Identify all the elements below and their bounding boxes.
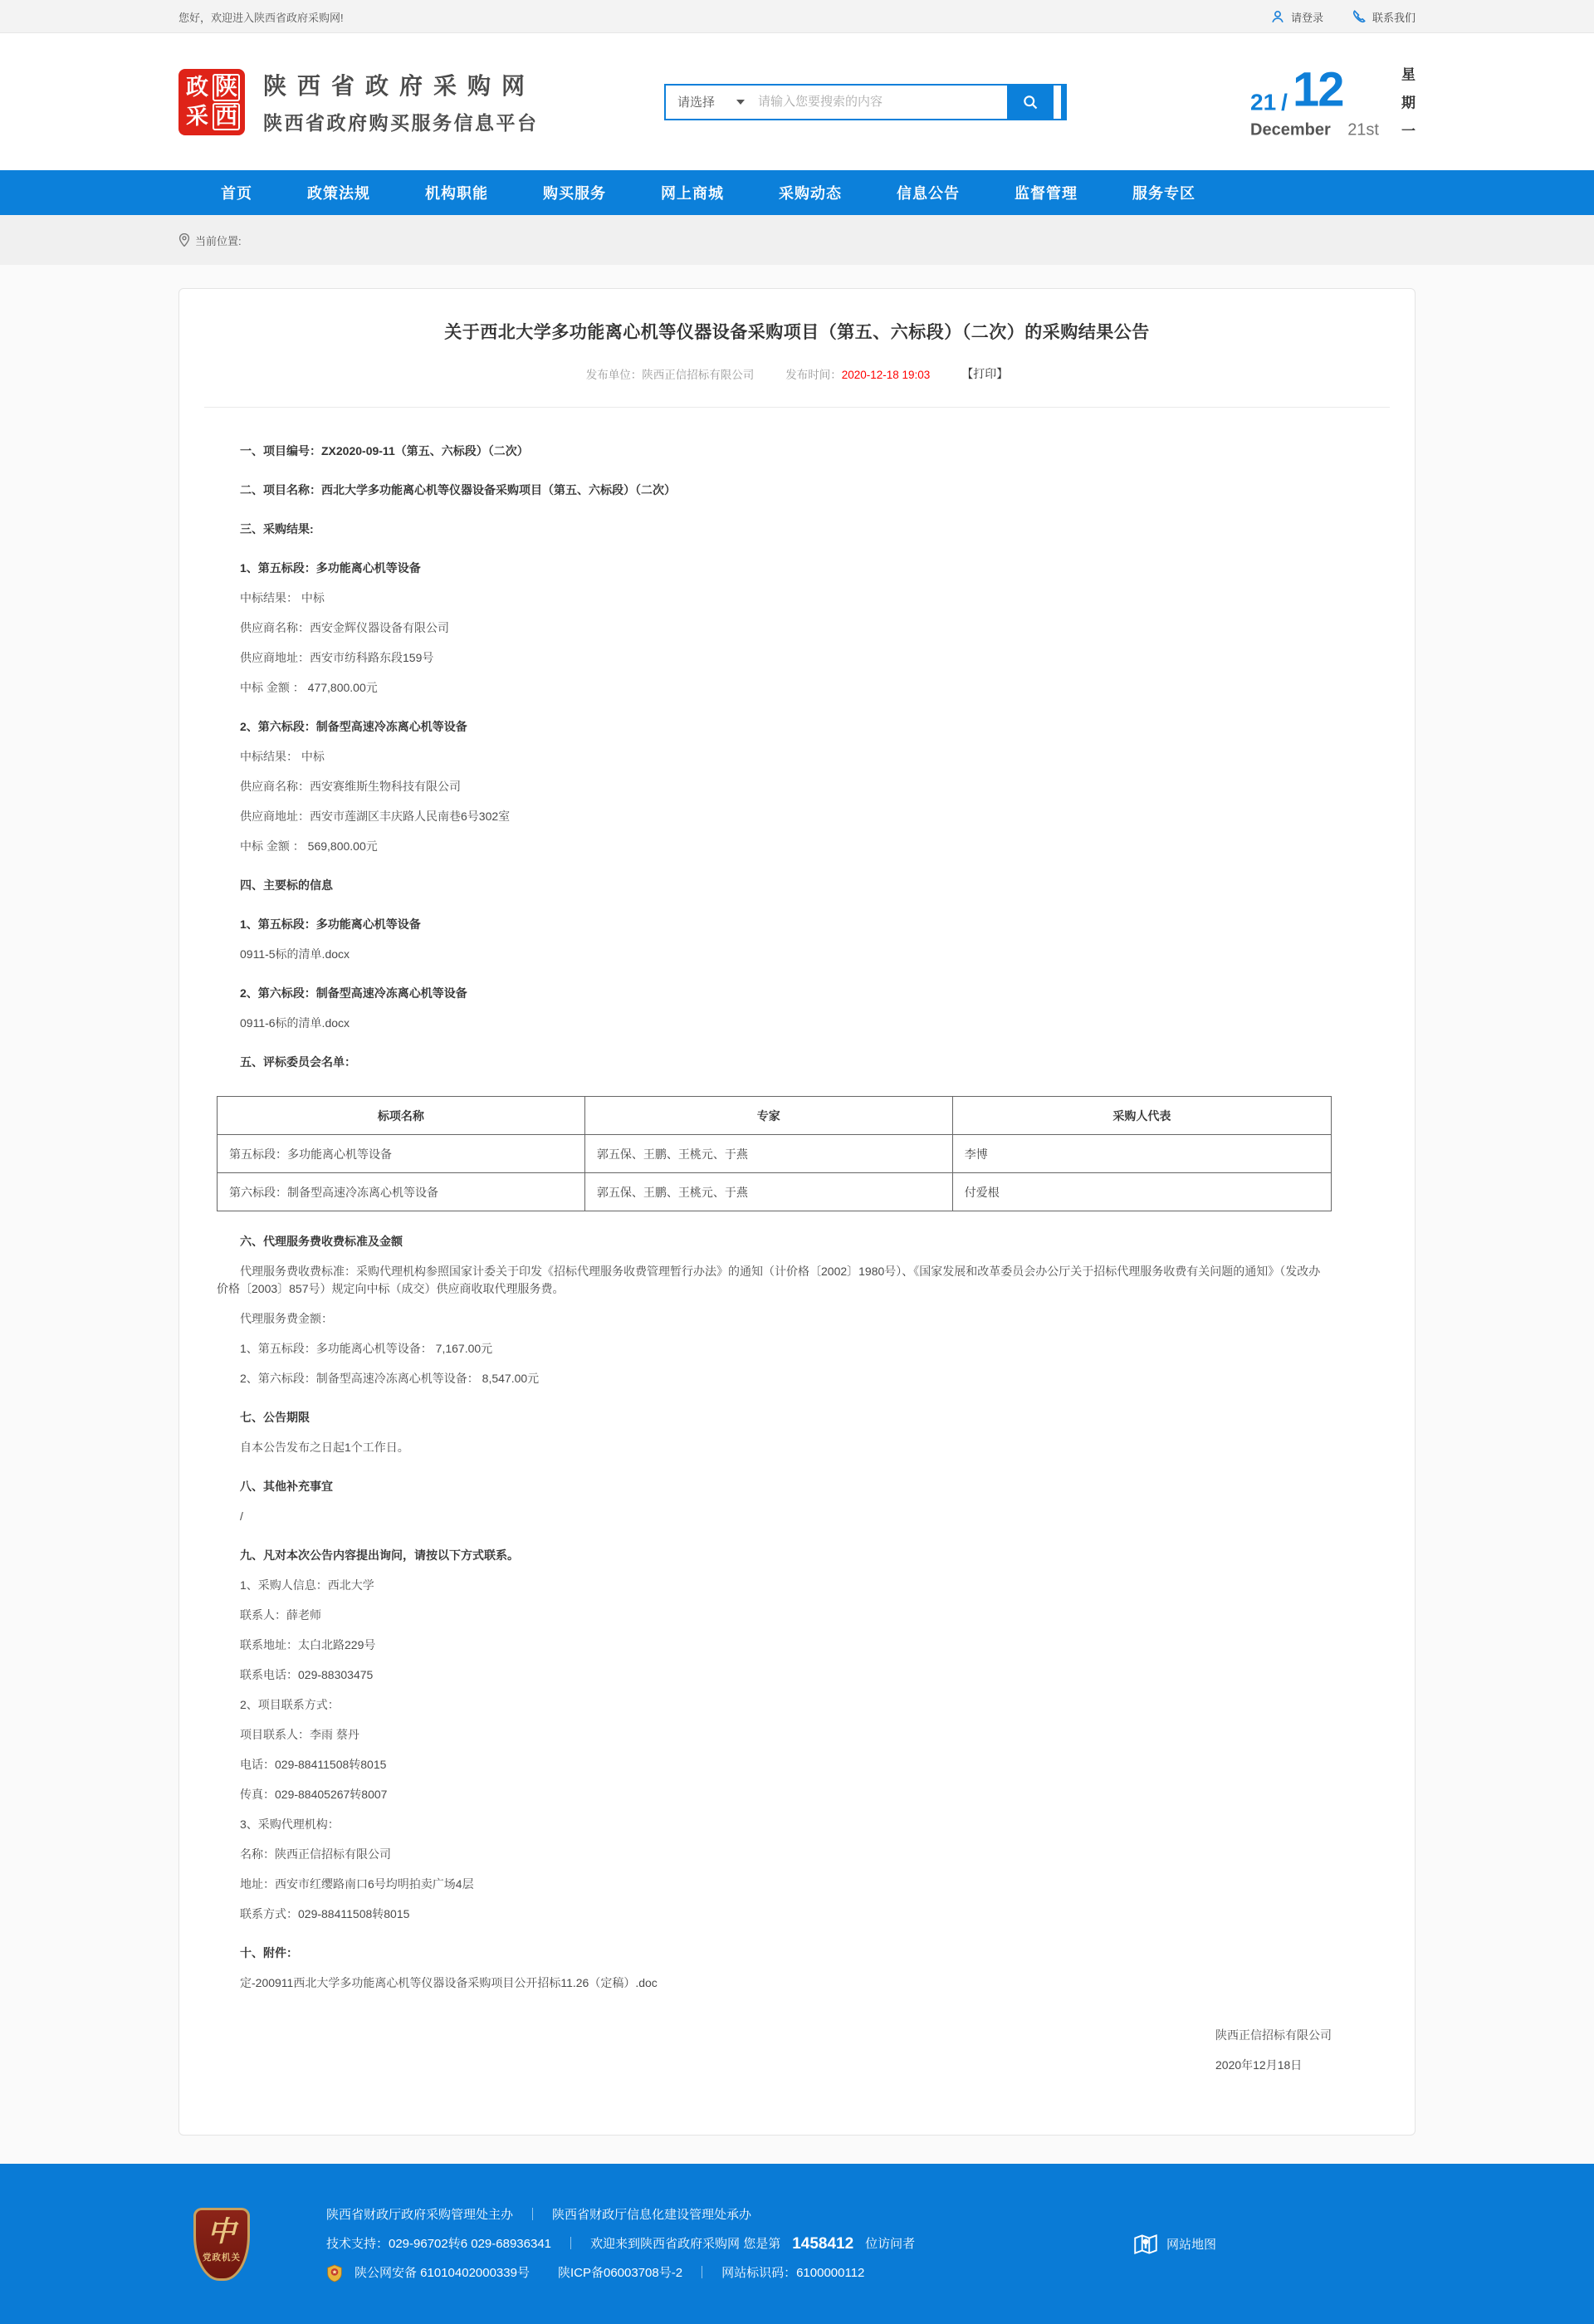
article-meta (179, 365, 1415, 382)
site-header (0, 33, 1594, 170)
section-heading: 1、第五标段：多功能离心机等设备 (240, 561, 421, 575)
logo-char: 西 (213, 103, 240, 130)
section-heading: 七、公告期限 (240, 1411, 310, 1424)
table-cell: 李博 (952, 1135, 1331, 1173)
paragraph: 中标 金额 ： 569,800.00元 (240, 839, 378, 853)
table-row (218, 1135, 1332, 1173)
weekday-char: 期 (1401, 95, 1416, 110)
table-cell: 郭五保、王鹏、王桃元、于燕 (584, 1173, 952, 1211)
nav-item-7[interactable]: 监督管理 (1015, 185, 1078, 202)
weekday-char: 星 (1401, 66, 1416, 82)
government-emblem-badge (193, 2208, 250, 2281)
paragraph: 中标结果： 中标 (240, 591, 325, 604)
time-value: 2020-12-18 19:03 (841, 369, 931, 381)
table-cell: 付爱根 (952, 1173, 1331, 1211)
footer-record-line (326, 2263, 915, 2284)
police-record-text[interactable]: 陕公网安备 61010402000339号 (354, 2265, 530, 2280)
section-heading: 九、凡对本次公告内容提出询问，请按以下方式联系。 (240, 1549, 519, 1562)
chevron-down-icon (736, 100, 745, 105)
paragraph: 地址：西安市红缨路南口6号均明拍卖广场4层 (240, 1877, 474, 1891)
attachment-link[interactable]: 0911-6标的清单.docx (240, 1016, 350, 1030)
paragraph: 传真：029-88405267转8007 (240, 1788, 388, 1801)
nav-item-8[interactable]: 服务专区 (1132, 185, 1196, 202)
breadcrumb: 当前位置: (195, 234, 242, 247)
emblem-label: 党政机关 (203, 2253, 241, 2263)
paragraph: 供应商名称：西安赛维斯生物科技有限公司 (240, 780, 461, 793)
visitor-count: 1458412 (792, 2234, 854, 2253)
date-month: 12 (1292, 62, 1343, 116)
nav-item-0[interactable]: 首页 (221, 185, 252, 202)
section-heading: 五、评标委员会名单： (240, 1055, 356, 1069)
nav-item-4[interactable]: 网上商城 (661, 185, 724, 202)
section-heading: 2、第六标段：制备型高速冷冻离心机等设备 (240, 986, 467, 1000)
breadcrumb-strip (0, 215, 1594, 265)
weekday-char: 一 (1401, 123, 1416, 139)
site-logo[interactable] (178, 69, 245, 135)
search-select-label: 请选择 (677, 95, 716, 110)
publish-time (785, 365, 930, 382)
paragraph: 2、第六标段：制备型高速冷冻离心机等设备： 8,547.00元 (240, 1372, 540, 1385)
paragraph: 1、第五标段：多功能离心机等设备： 7,167.00元 (240, 1342, 493, 1355)
attachment-link[interactable]: 定-200911西北大学多功能离心机等仪器设备采购项目公开招标11.26（定稿）.doc (240, 1976, 658, 1989)
contact-label: 联系我们 (1372, 11, 1416, 24)
print-button[interactable]: 【打印】 (961, 367, 1009, 380)
paragraph: 代理服务费金额： (240, 1312, 333, 1325)
section-heading: 八、其他补充事宜 (240, 1480, 333, 1493)
paragraph: 3、采购代理机构： (240, 1818, 340, 1831)
location-pin-icon (178, 233, 190, 247)
table-row (218, 1173, 1332, 1211)
article-body (179, 408, 1415, 1992)
contact-link[interactable] (1352, 9, 1416, 25)
date-ordinal: 21st (1347, 120, 1379, 139)
sitemap-map-icon (1132, 2230, 1160, 2258)
section-heading: 三、采购结果: (240, 522, 314, 536)
paragraph: 代理服务费收费标准：采购代理机构参照国家计委关于印发《招标代理服务收费管理暂行办法》的通知（计价格〔2002〕1980号）、《国家发展和改革委员会办公厅关于招标代理服务收费有关问题的通知》（发改办价格〔2003〕857号）规定向中标（成交）供应商收取代理服务费。 (217, 1265, 1321, 1295)
site-subtitle: 陕西省政府购买服务信息平台 (263, 112, 539, 134)
undertaker-text: 陕西省财政厅信息化建设管理处承办 (552, 2207, 752, 2222)
login-label: 请登录 (1290, 11, 1323, 24)
date-day: 21 (1250, 89, 1277, 115)
paragraph: 名称：陕西正信招标有限公司 (240, 1847, 391, 1861)
paragraph: 联系地址：太白北路229号 (240, 1638, 376, 1651)
footer-organizer-line (326, 2204, 915, 2226)
logo-char: 采 (186, 103, 208, 129)
signature-company: 陕西正信招标有限公司 (1215, 2028, 1332, 2042)
table-cell: 第五标段：多功能离心机等设备 (218, 1135, 585, 1173)
paragraph: 中标结果： 中标 (240, 750, 325, 763)
top-bar (0, 0, 1594, 33)
date-widget (1250, 62, 1416, 139)
nav-item-1[interactable]: 政策法规 (307, 185, 370, 202)
police-badge-icon (326, 2264, 343, 2282)
table-cell: 郭五保、王鹏、王桃元、于燕 (584, 1135, 952, 1173)
paragraph: 供应商地址：西安市纺科路东段159号 (240, 651, 434, 664)
table-header-cell: 采购人代表 (952, 1097, 1331, 1135)
welcome-text: 您好，欢迎进入陕西省政府采购网! (178, 11, 344, 24)
paragraph: / (240, 1509, 243, 1523)
paragraph: 项目联系人：李雨 蔡丹 (240, 1728, 359, 1741)
nav-item-2[interactable]: 机构职能 (425, 185, 488, 202)
article-card (178, 288, 1416, 2136)
tech-support-text: 技术支持：029-96702转6 029-68936341 (326, 2236, 552, 2251)
date-slash: / (1281, 89, 1288, 115)
table-header-cell: 标项名称 (218, 1097, 585, 1135)
table-cell: 第六标段：制备型高速冷冻离心机等设备 (218, 1173, 585, 1211)
paragraph: 联系方式：029-88411508转8015 (240, 1907, 410, 1920)
paragraph: 1、采购人信息：西北大学 (240, 1578, 374, 1592)
logo-char: 陕 (213, 74, 240, 101)
main-nav (0, 170, 1594, 215)
page-main (0, 265, 1594, 2164)
publisher-text: 发布单位：陕西正信招标有限公司 (585, 369, 755, 381)
paragraph: 自本公告发布之日起1个工作日。 (240, 1441, 409, 1454)
section-heading: 二、项目名称：西北大学多功能离心机等仪器设备采购项目（第五、六标段）（二次） (240, 483, 676, 497)
date-month-name: December (1250, 120, 1331, 139)
nav-item-6[interactable]: 信息公告 (897, 185, 960, 202)
section-heading: 十、附件： (240, 1946, 298, 1959)
paragraph: 联系电话：029-88303475 (240, 1668, 374, 1681)
time-label: 发布时间： (785, 369, 842, 381)
site-code-text: 网站标识码：6100000112 (721, 2265, 865, 2280)
user-icon (1270, 9, 1285, 24)
emblem-symbol: 中 (208, 2216, 236, 2248)
paragraph: 2、项目联系方式： (240, 1698, 340, 1711)
paragraph: 供应商地址：西安市莲湖区丰庆路人民南巷6号302室 (240, 810, 511, 823)
search-icon (1022, 94, 1039, 110)
site-title: 陕西省政府采购网 (263, 73, 536, 99)
section-heading: 六、代理服务费收费标准及金额 (240, 1235, 403, 1248)
logo-char: 政 (186, 74, 208, 100)
section-heading: 1、第五标段：多功能离心机等设备 (240, 917, 421, 931)
site-footer (0, 2164, 1594, 2324)
search-input[interactable] (758, 95, 1007, 109)
page-title: 关于西北大学多功能离心机等仪器设备采购项目（第五、六标段）（二次）的采购结果公告 (444, 323, 1150, 342)
visitor-suffix: 位访问者 (865, 2236, 916, 2251)
section-heading: 四、主要标的信息 (240, 878, 333, 892)
paragraph: 联系人：薛老师 (240, 1608, 321, 1622)
footer-support-line (326, 2233, 915, 2255)
nav-item-5[interactable]: 采购动态 (779, 185, 842, 202)
nav-item-3[interactable]: 购买服务 (543, 185, 606, 202)
paragraph: 供应商名称：西安金辉仪器设备有限公司 (240, 621, 449, 634)
date-weekday (1401, 67, 1416, 138)
separator: ｜ (696, 2265, 709, 2280)
table-header-cell: 专家 (584, 1097, 952, 1135)
visitor-text: 欢迎来到陕西省政府采购网 您是第 (590, 2236, 781, 2251)
search-button[interactable] (1007, 86, 1054, 119)
sitemap-link[interactable] (1132, 2230, 1216, 2258)
separator: ｜ (526, 2207, 540, 2222)
search-box (664, 84, 1067, 120)
phone-icon (1352, 9, 1367, 24)
section-heading: 一、项目编号：ZX2020-09-11（第五、六标段）（二次） (240, 444, 529, 457)
section-heading: 2、第六标段：制备型高速冷冻离心机等设备 (240, 720, 467, 733)
search-category-select[interactable] (666, 93, 758, 110)
separator: ｜ (565, 2236, 578, 2251)
paragraph: 电话：029-88411508转8015 (240, 1758, 387, 1771)
sitemap-label: 网站地图 (1166, 2238, 1216, 2252)
attachment-link[interactable]: 0911-5标的清单.docx (240, 947, 350, 961)
login-link[interactable] (1270, 9, 1323, 25)
icp-record-text[interactable]: 陕ICP备06003708号-2 (557, 2265, 683, 2280)
evaluation-committee-table (217, 1096, 1332, 1211)
organizer-text: 陕西省财政厅政府采购管理处主办 (326, 2207, 514, 2222)
signature-date: 2020年12月18日 (1215, 2058, 1303, 2072)
signature-block (179, 2013, 1415, 2073)
paragraph: 中标 金额 ： 477,800.00元 (240, 681, 378, 694)
